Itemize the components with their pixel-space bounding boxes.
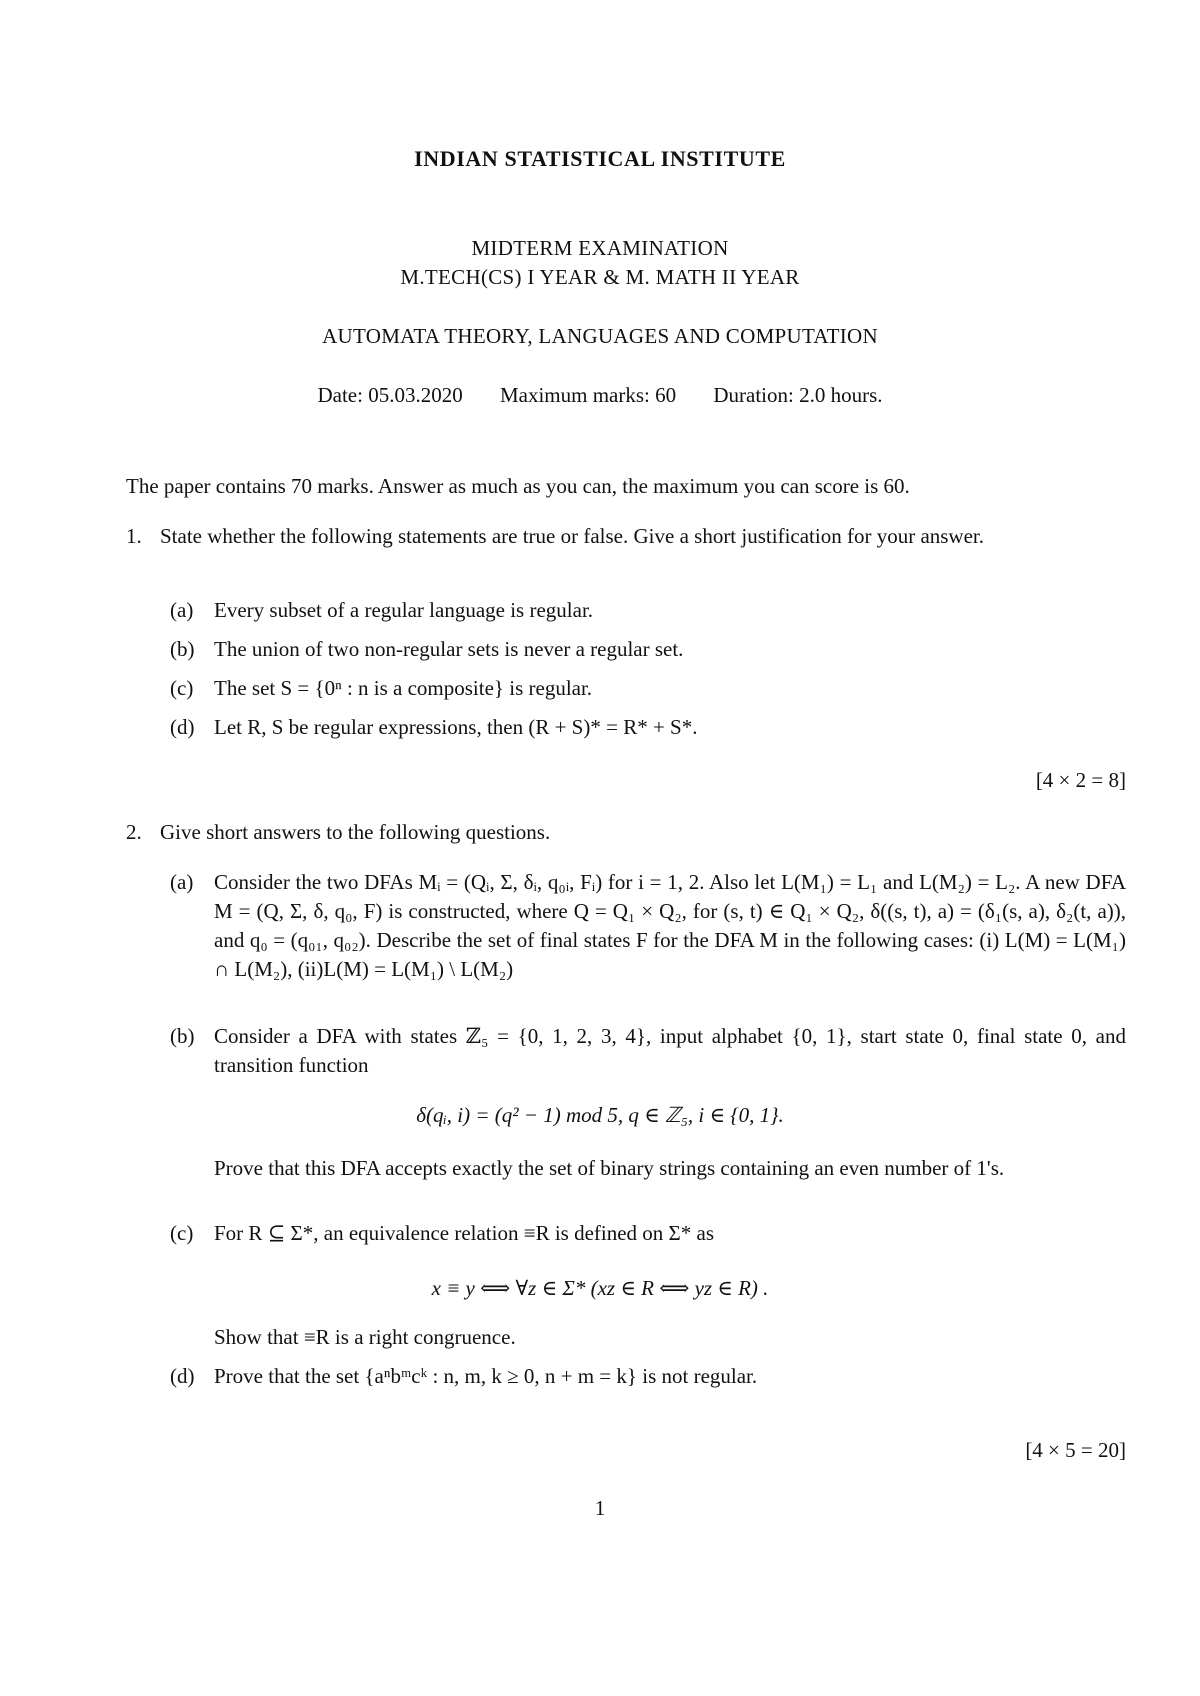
- part-label: (d): [170, 715, 195, 739]
- question-number: 1.: [126, 524, 142, 548]
- exam-max-marks: Maximum marks: 60: [499, 383, 677, 407]
- part-label: (c): [170, 676, 194, 700]
- question-text: Give short answers to the following questions.: [160, 820, 551, 844]
- transition-equation: δ(qᵢ, i) = (q² − 1) mod 5, q ∈ ℤ₅, i ∈ {0, 1}.: [416, 1103, 784, 1127]
- part-text: Every subset of a regular language is regular.: [214, 598, 594, 622]
- part-text: Show that ≡R is a right congruence.: [214, 1325, 516, 1349]
- course-title: AUTOMATA THEORY, LANGUAGES AND COMPUTATION: [322, 324, 878, 348]
- part-label: (b): [170, 1024, 195, 1048]
- part-text: The union of two non-regular sets is never a regular set.: [214, 637, 684, 661]
- exam-title: MIDTERM EXAMINATION: [471, 236, 729, 260]
- intro-text: The paper contains 70 marks. Answer as much as you can, the maximum you can score is 60.: [126, 474, 910, 498]
- question-2-marks: [4 × 5 = 20]: [1025, 1438, 1126, 1462]
- question-text: State whether the following statements are true or false. Give a short justification for your answer.: [160, 524, 985, 548]
- part-label: (a): [170, 598, 194, 622]
- part-label: (a): [170, 870, 194, 894]
- equivalence-equation: x ≡ y ⟺ ∀z ∈ Σ* (xz ∈ R ⟺ yz ∈ R) .: [431, 1276, 769, 1300]
- part-label: (d): [170, 1364, 195, 1388]
- exam-meta: [0, 385, 1200, 406]
- question-1-marks: [4 × 2 = 8]: [1035, 768, 1126, 792]
- part-label: (b): [170, 637, 195, 661]
- part-text: The set S = {0ⁿ : n is a composite} is regular.: [214, 676, 593, 700]
- program-line: M.TECH(CS) I YEAR & M. MATH II YEAR: [400, 265, 800, 289]
- part-text: Prove that this DFA accepts exactly the set of binary strings containing an even number of 1's.: [214, 1156, 1005, 1180]
- part-text: Consider a DFA with states ℤ₅ = {0, 1, 2, 3, 4}, input alphabet {0, 1}, start state 0, final state 0, and transition function: [214, 1024, 1126, 1077]
- part-text: Prove that the set {aⁿbᵐcᵏ : n, m, k ≥ 0, n + m = k} is not regular.: [214, 1364, 758, 1388]
- part-text: Let R, S be regular expressions, then (R + S)* = R* + S*.: [214, 715, 698, 739]
- part-label: (c): [170, 1221, 194, 1245]
- exam-duration: Duration: 2.0 hours.: [713, 383, 883, 407]
- part-text: Consider the two DFAs Mᵢ = (Qᵢ, Σ, δᵢ, q₀ᵢ, Fᵢ) for i = 1, 2. Also let L(M₁) = L₁ and L(M₂) = L₂. A new DFA M = (Q, Σ, δ, q₀, F) is constructed, where Q = Q₁ × Q₂, for (s, t) ∈ Q₁ × Q₂, δ((s, t), a) = (δ₁(s, a), δ₂(t, a)), and q₀ = (q₀₁, q₀₂). Describe the set of final states F for the DFA M in the following cases: (i) L(M) = L(M₁) ∩ L(M₂), (ii)L(M) = L(M₁) \ L(M₂): [214, 870, 1126, 981]
- page-number: 1: [594, 1496, 606, 1520]
- question-number: 2.: [126, 820, 142, 844]
- exam-date: Date: 05.03.2020: [317, 383, 463, 407]
- institute-title: INDIAN STATISTICAL INSTITUTE: [414, 146, 786, 171]
- part-text: For R ⊆ Σ*, an equivalence relation ≡R is defined on Σ* as: [214, 1221, 715, 1245]
